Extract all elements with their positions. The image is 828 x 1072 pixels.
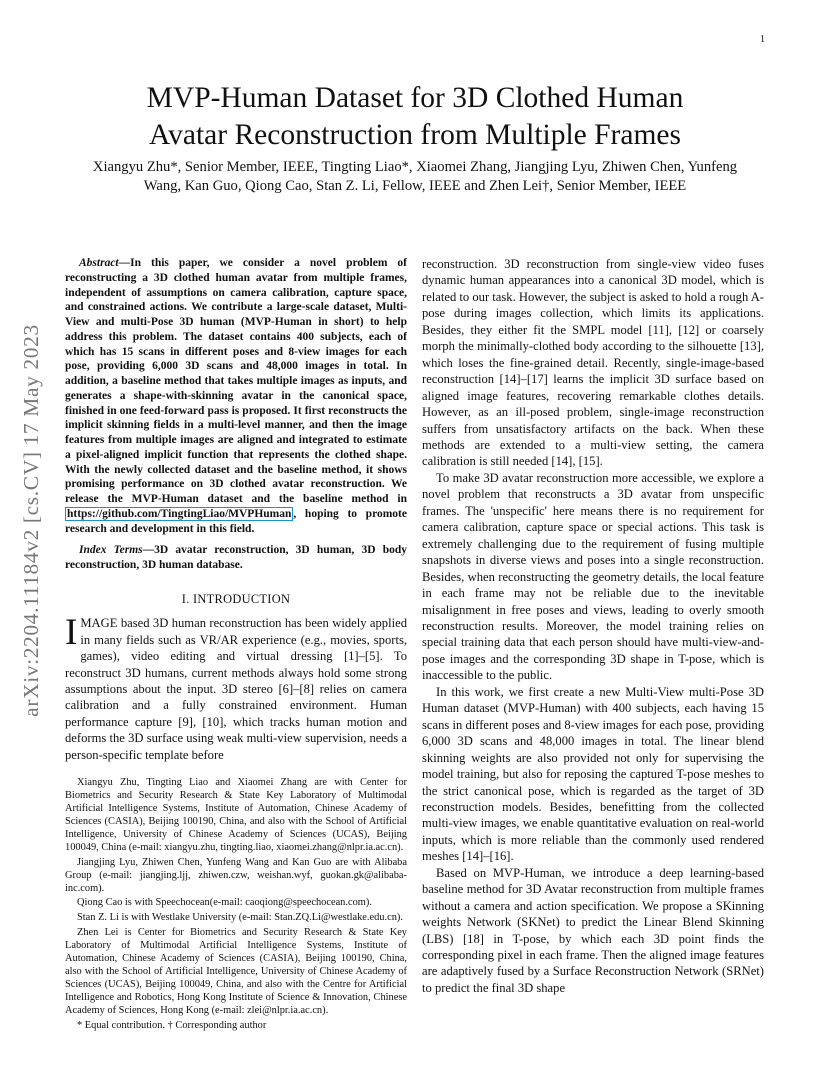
title-line-2: Avatar Reconstruction from Multiple Frames [149,119,681,151]
page-number: 1 [760,34,765,45]
drop-cap: I [65,612,78,654]
arxiv-identifier: arXiv:2204.11184v2 [cs.CV] 17 May 2023 [18,323,43,717]
author-list [70,158,760,196]
authors-line-1: Xiangyu Zhu*, Senior Member, IEEE, Tingting Liao*, Xiaomei Zhang, Jiangjing Lyu, Zhiwen Chen, Yunfeng [92,159,738,175]
intro-paragraph [65,612,407,763]
body-paragraph-3: In this work, we first create a new Multi-View multi-Pose 3D Human dataset (MVP-Human) with 400 subjects, each having 15 scans in different poses and 8-view images for each pose, providing 6,000 3D scans and 48,000 images in total. The linear blend skinning weights are also provided not only for supervising the model training, but also for reposing the captured T-pose meshes to the strict canonical pose, which is regarded as the target of 3D reconstruction models. Besides, benefitting from the collected multi-view images, we enable quantitative evaluation on real-world inputs, which is more reliable than the commonly used rendered meshes [14]–[16]. [422,684,764,864]
abstract-text: —In this paper, we consider a novel problem of reconstructing a 3D clothed human avatar from multiple frames, independent of assumptions on camera calibration, capture space, and constrained actions. We contribute a large-scale dataset, Multi-View and multi-Pose 3D human (MVP-Human in short) to help address this problem. The dataset contains 400 subjects, each of which has 15 scans in different poses and 8-view images for each pose, providing 6,000 3D scans and 48,000 images in total. In addition, a baseline method that takes multiple images as inputs, and generates a shape-with-skinning avatar in the canonical space, finished in one feed-forward pass is proposed. It first reconstructs the implicit skinning fields in a multi-level manner, and then the image features from multiple images are aligned and integrated to estimate a pixel-aligned implicit function that represents the clothed shape. With the newly collected dataset and the baseline method, it shows promising performance on 3D clothed avatar reconstruction. We release the MVP-Human dataset and the baseline method in [65,257,407,505]
left-column [65,256,407,1035]
body-paragraph-4: Based on MVP-Human, we introduce a deep learning-based baseline method for 3D Avatar reconstruction from multiple frames without a camera and action specification. We propose a SKinning weights Network (SKNet) to predict the Linear Blend Skinning (LBS) [18] in T-pose, by which each 3D point finds the corresponding pixel in each frame. Then the aligned image features are adaptively fused by a Surface Reconstruction Network (SRNet) to predict the final 3D shape [422,865,764,995]
title-line-1: MVP-Human Dataset for 3D Clothed Human [146,82,684,114]
arxiv-sidebar [8,280,54,760]
footnote-contribution: * Equal contribution. † Corresponding author [77,1019,267,1031]
body-paragraph-1: reconstruction. 3D reconstruction from single-view video fuses dynamic human appearances into a canonical 3D model, which is related to our task. However, the subject is asked to hold a rough A-pose during images collection, which limits its applications. Besides, they either fit the SMPL model [11], [12] or coarsely morph the minimally-clothed body according to the silhouette [13], which loses the fine-grained detail. Recently, single-image-based reconstruction [14]–[17] learns the implicit 3D surface based on aligned image features, recovering remarkable clothes details. However, as an ill-posed problem, single-image reconstruction suffers from unsatisfactory artifacts on the back. When these methods are extended to a multi-view setting, the camera calibration is still needed [14], [15]. [422,257,764,469]
abstract [65,256,407,536]
footnote-affiliation-4: Stan Z. Li is with Westlake University (e-mail: Stan.ZQ.Li@westlake.edu.cn). [77,912,403,924]
section-heading: I. INTRODUCTION [181,591,291,606]
footnote-affiliation-5: Zhen Lei is Center for Biometrics and Security Research & State Key Laboratory of Multimodal Artificial Intelligence Systems, Institute of Automation, Chinese Academy of Sciences (CASIA), Beijing 100190, China, also with the School of Artificial Intelligence, University of Chinese Academy of Sciences (UCAS), Beijing 100049, China, and also with the Centre for Artificial Intelligence and Robotics, Hong Kong Institute of Science & Innovation, Chinese Academy of Sciences, Hong Kong (e-mail: zlei@nlpr.ia.ac.cn). [65,927,407,1016]
index-terms-label: Index Terms [79,544,143,557]
index-terms [65,543,407,573]
intro-text: MAGE based 3D human reconstruction has been widely applied in many fields such as VR/AR experience (e.g., movies, sports, games), video editing and virtual dressing [1]–[5]. To reconstruct 3D humans, current methods always hold some strong assumptions about the input. 3D stereo [6]–[8] relies on camera calibration and a fully constrained environment. Human performance capture [9], [10], which tracks human motion and deforms the 3D surface using weak multi-view supervision, needs a person-specific template before [65,616,407,762]
paper-title [60,80,770,154]
authors-line-2: Wang, Kan Guo, Qiong Cao, Stan Z. Li, Fellow, IEEE and Zhen Lei†, Senior Member, IEEE [143,178,687,194]
abstract-tail: , hoping to promote research and development in this field. [65,507,407,535]
right-column [422,256,764,996]
body-paragraph-2: To make 3D avatar reconstruction more accessible, we explore a novel problem that reconstructs a 3D avatar from unspecific frames. The 'unspecific' here means there is no requirement for camera calibration, capture space or special actions. This task is extremely challenging due to the requirement of fusing multiple snapshots in diverse views and poses into a single reconstruction. Besides, when reconstructing the geometry details, the local feature in each frame may not be reliable due to the inevitable misalignment in free poses and views, leading to overly smooth reconstruction results. Moreover, the model training relies on special training data that each person should have multi-view-and-pose images and the corresponding 3D shape in T-pose, which is inaccessible to the public. [422,470,764,683]
abstract-label: Abstract [79,257,119,269]
github-link[interactable]: https://github.com/TingtingLiao/MVPHuman [67,507,292,520]
footnote-affiliation-2: Jiangjing Lyu, Zhiwen Chen, Yunfeng Wang and Kan Guo are with Alibaba Group (e-mail: jiangjing.ljj, zhiwen.czw, weishan.wyf, guokan.gk@alibaba-inc.com). [65,856,407,894]
index-terms-text: —3D avatar reconstruction, 3D human, 3D body reconstruction, 3D human database. [65,544,408,571]
footnote-affiliation-3: Qiong Cao is with Speechocean(e-mail: caoqiong@speechocean.com). [77,897,372,909]
footnote-affiliation-1: Xiangyu Zhu, Tingting Liao and Xiaomei Zhang are with Center for Biometrics and Security Research & State Key Laboratory of Multimodal Artificial Intelligence Systems, Institute of Automation, Chinese Academy of Sciences (CASIA), Beijing 100190, China, and also with the School of Artificial Intelligence, University of Chinese Academy of Sciences (UCAS), Beijing 100049, China (e-mail: xiangyu.zhu, tingting.liao, xiaomei.zhang@nlpr.ia.ac.cn). [65,777,407,853]
footnotes [65,777,407,1032]
